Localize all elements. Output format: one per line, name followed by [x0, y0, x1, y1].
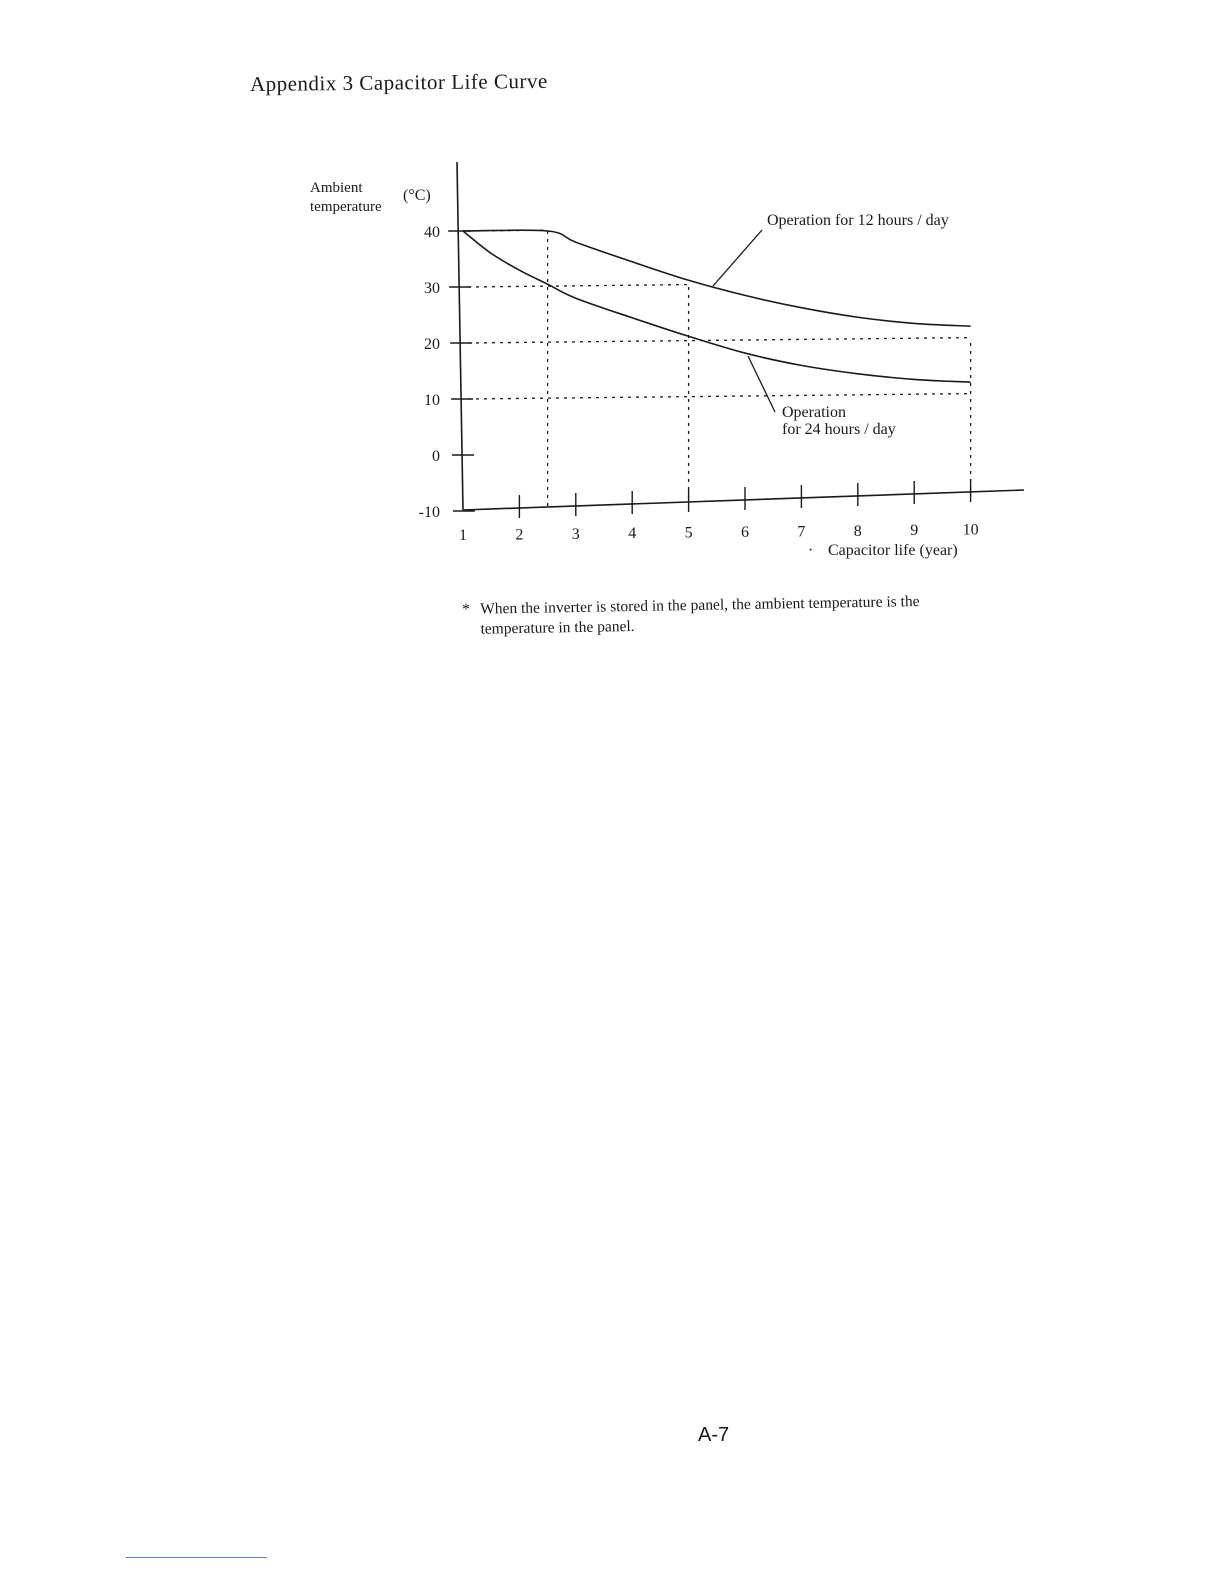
callout-24h-leader — [748, 356, 775, 412]
x-tick-label-1: 2 — [515, 526, 524, 544]
x-tick-label-5: 6 — [741, 524, 749, 541]
y-axis-unit: (°C) — [403, 187, 431, 204]
y-tick-label-3: 10 — [424, 392, 440, 409]
x-tick-label-4: 5 — [684, 524, 693, 542]
callout-24h-label-line1: Operation — [782, 404, 846, 421]
y-tick-label-2: 20 — [424, 336, 440, 353]
x-axis-marker: · — [808, 542, 814, 559]
x-axis-line — [463, 490, 1024, 510]
y-axis-title-line1: Ambient — [310, 180, 363, 196]
callout-24h-label-line2: for 24 hours / day — [782, 421, 896, 438]
axis-titles — [310, 180, 958, 559]
series-line-1 — [463, 231, 971, 382]
page-number: A-7 — [698, 1424, 730, 1446]
y-tick-label-1: 30 — [424, 280, 440, 297]
x-tick-label-9: 10 — [962, 521, 979, 539]
x-tick-label-2: 3 — [571, 525, 580, 543]
x-tick-label-8: 9 — [910, 522, 919, 540]
x-axis-title: Capacitor life (year) — [828, 542, 958, 559]
callout-12h-leader — [713, 230, 762, 286]
reference-line-1 — [468, 285, 689, 287]
reference-lines — [468, 230, 971, 507]
page-title: Appendix 3 Capacitor Life Curve — [249, 68, 548, 96]
x-tick-label-3: 4 — [628, 525, 637, 543]
footnote-text: When the inverter is stored in the panel, the ambient temperature is the temperature in the panel. — [480, 593, 920, 638]
callout-12h-label: Operation for 12 hours / day — [767, 212, 949, 229]
y-tick-label-0: 40 — [424, 224, 440, 241]
reference-line-3 — [468, 394, 971, 399]
reference-line-2 — [468, 338, 971, 343]
blue-rule-line — [126, 1557, 267, 1558]
y-axis-line — [457, 162, 463, 510]
series-line-0 — [463, 230, 971, 326]
y-tick-label-4: 0 — [432, 448, 440, 465]
x-tick-label-0: 1 — [459, 527, 467, 544]
y-tick-label-5: -10 — [418, 504, 440, 521]
callouts — [713, 212, 949, 438]
axis-ticks — [419, 224, 979, 544]
series-group — [463, 230, 971, 382]
footnote-marker: * — [462, 600, 471, 618]
x-tick-label-7: 8 — [853, 522, 862, 540]
y-axis-title-line2: temperature — [310, 199, 382, 215]
x-tick-label-6: 7 — [797, 523, 806, 541]
